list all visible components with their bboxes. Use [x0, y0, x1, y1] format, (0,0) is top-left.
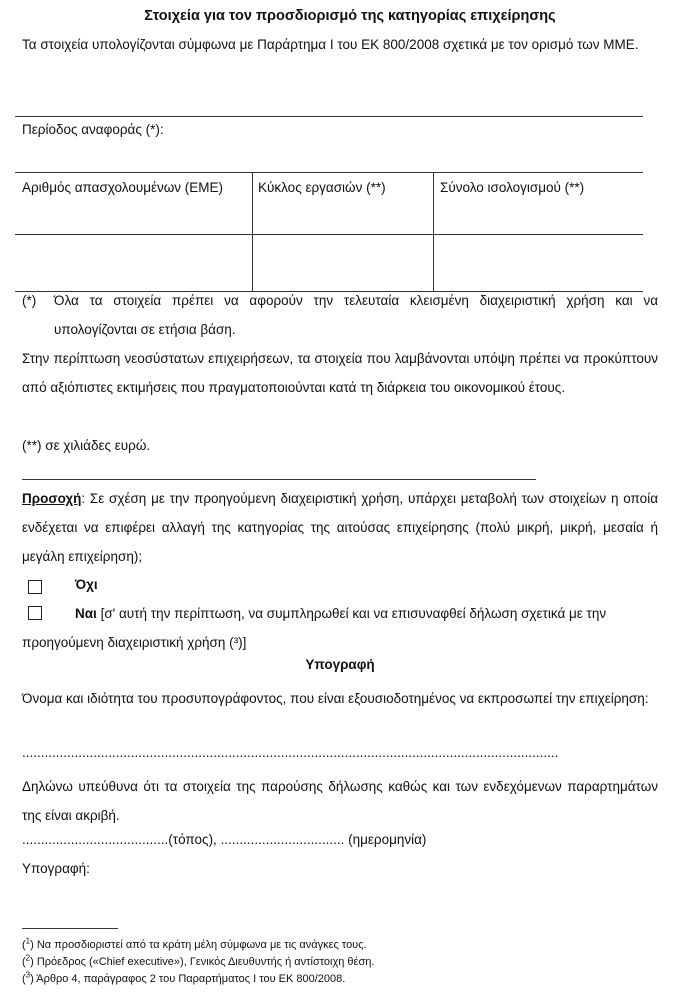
document-title: Στοιχεία για τον προσδιορισμό της κατηγορίας επιχείρησης: [144, 8, 556, 24]
attention-text: : Σε σχέση με την προηγούμενη διαχειριστική χρήση, υπάρχει μεταβολή των στοιχείων η οποία ενδέχεται να επιφέρει αλλαγή της κατηγορίας της αιτούσας επιχείρησης (πολύ μικρή, μικρή, μεσαία ή μεγάλη επιχείρηση);: [22, 491, 658, 564]
note-double-star: (**) σε χιλιάδες ευρώ.: [22, 438, 151, 453]
note-star-text: [54, 286, 658, 344]
footnote-separator: [22, 928, 118, 929]
footnote-text: Πρόεδρος («Chief executive»), Γενικός Διευθυντής ή αντίστοιχη θέση.: [36, 956, 375, 968]
note-new-companies: [22, 344, 658, 402]
table-middle-border: [15, 234, 643, 235]
divider-line: [22, 479, 536, 480]
signature-heading: Υπογραφή: [305, 657, 375, 672]
table-column-divider: [433, 172, 434, 291]
table-header-balance: Σύνολο ισολογισμού (**): [440, 180, 585, 195]
footnote-mark: 3: [25, 970, 31, 980]
table-header-turnover: Κύκλος εργασιών (**): [258, 180, 386, 195]
option-yes-label: Ναι: [75, 606, 97, 621]
employees-input-cell[interactable]: [18, 240, 248, 286]
intro-text: Τα στοιχεία υπολογίζονται σύμφωνα με Παράρτημα Ι του ΕΚ 800/2008 σχετικά με τον ορισμό των ΜΜΕ.: [22, 37, 639, 52]
footnote-1: ($^1$) Να προσδιοριστεί από τα κράτη μέλη σύμφωνα με τις ανάγκες τους.: [22, 936, 367, 951]
option-yes-row: [22, 599, 658, 657]
table-column-divider: [252, 172, 253, 291]
balance-input-cell[interactable]: [437, 240, 639, 286]
period-label: Περίοδος αναφοράς (*):: [22, 122, 164, 137]
footnote-2: ($^2$) Πρόεδρος («Chief executive»), Γενικός Διευθυντής ή αντίστοιχη θέση.: [22, 953, 375, 968]
divider-line: [15, 116, 643, 117]
date-field[interactable]: .................................: [220, 832, 345, 847]
note-star-marker: (*): [22, 293, 37, 308]
place-field[interactable]: .......................................: [22, 832, 169, 847]
place-label: (τόπος),: [168, 832, 221, 847]
signatory-name-field[interactable]: ...............................................................................................................................................: [22, 745, 559, 760]
note-new-companies-text: Στην περίπτωση νεοσύστατων επιχειρήσεων, τα στοιχεία που λαμβάνονται υπόψη πρέπει να προκύπτουν από αξιόπιστες εκτιμήσεις που πραγματοποιούνται κατά τη διάρκεια του οικονομικού έτους.: [22, 351, 658, 395]
table-header-employees: Αριθμός απασχολουμένων (ΕΜΕ): [22, 180, 224, 195]
table-top-border: [15, 172, 643, 173]
footnote-mark: 1: [25, 936, 31, 946]
signature-label: Υπογραφή:: [22, 861, 90, 876]
footnote-text: Άρθρο 4, παράγραφος 2 του Παραρτήματος Ι του ΕΚ 800/2008.: [36, 973, 346, 985]
option-yes-text: [σ' αυτή την περίπτωση, να συμπληρωθεί και να επισυναφθεί δήλωση σχετικά με την προηγούμενη διαχειριστική χρήση (³)]: [22, 606, 607, 650]
attention-label: Προσοχή: [22, 491, 82, 506]
signatory-text: Όνομα και ιδιότητα του προσυπογράφοντος, που είναι εξουσιοδοτημένος να εκπροσωπεί την επιχείρηση:: [22, 691, 649, 706]
place-date-row: [22, 832, 426, 847]
turnover-input-cell[interactable]: [256, 240, 428, 286]
date-label: (ημερομηνία): [344, 832, 427, 847]
option-no-checkbox[interactable]: [28, 580, 42, 594]
attention-paragraph: [22, 484, 658, 571]
footnote-mark: 2: [25, 953, 31, 963]
footnote-text: Να προσδιοριστεί από τα κράτη μέλη σύμφωνα με τις ανάγκες τους.: [36, 939, 367, 951]
option-no-label: Όχι: [75, 577, 98, 592]
note-star-body: Όλα τα στοιχεία πρέπει να αφορούν την τελευταία κλεισμένη διαχειριστική χρήση και να υπολογίζονται σε ετήσια βάση.: [54, 293, 658, 337]
declaration-text: Δηλώνω υπεύθυνα ότι τα στοιχεία της παρούσης δήλωσης καθώς και των ενδεχόμενων παραρτημάτων της είναι ακριβή.: [22, 779, 658, 823]
footnote-3: ($^3$) Άρθρο 4, παράγραφος 2 του Παραρτήματος Ι του ΕΚ 800/2008.: [22, 970, 346, 985]
